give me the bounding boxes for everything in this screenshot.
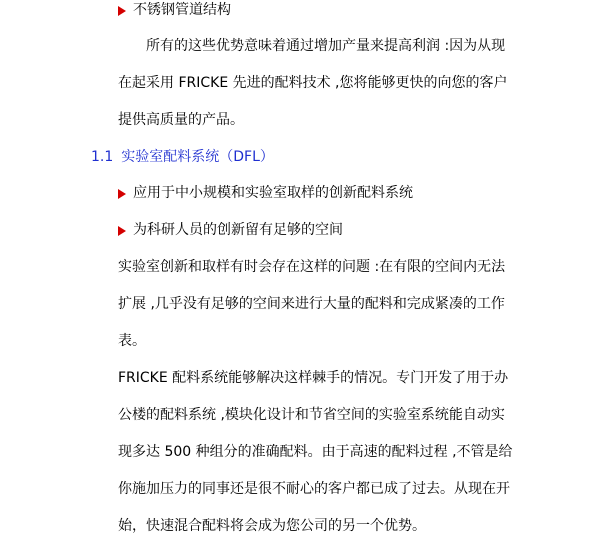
bullet-item — [118, 183, 413, 203]
bullet-item — [118, 220, 343, 240]
paragraph-line: FRICKE 配料系统能够解决这样棘手的情况。专门开发了用于办 — [118, 370, 509, 386]
paragraph-line: 在起采用 FRICKE 先进的配料技术 ,您将能够更快的向您的客户 — [118, 75, 508, 91]
paragraph-line: 所有的这些优势意味着通过增加产量来提高利润 :因为从现 — [146, 38, 506, 54]
bullet-text: 不锈钢管道结构 — [133, 2, 231, 18]
section-number: 1.1 — [91, 149, 114, 165]
paragraph-line: 现多达 500 种组分的准确配料。由于高速的配料过程 ,不管是给 — [118, 444, 513, 460]
bullet-item — [118, 0, 231, 20]
arrow-bullet-icon — [118, 189, 126, 199]
section-heading — [91, 147, 274, 167]
arrow-bullet-icon — [118, 226, 126, 236]
paragraph-line: 公楼的配料系统 ,模块化设计和节省空间的实验室系统能自动实 — [118, 407, 505, 423]
paragraph-line: 你施加压力的同事还是很不耐心的客户都已成了过去。从现在开 — [118, 481, 510, 497]
paragraph-line: 表。 — [118, 333, 146, 349]
paragraph-line: 实验室创新和取样有时会存在这样的问题 :在有限的空间内无法 — [118, 259, 506, 275]
paragraph-line: 扩展 ,几乎没有足够的空间来进行大量的配料和完成紧凑的工作 — [118, 296, 505, 312]
bullet-text: 为科研人员的创新留有足够的空间 — [133, 222, 343, 238]
paragraph-line: 提供高质量的产品。 — [118, 112, 244, 128]
bullet-text: 应用于中小规模和实验室取样的创新配料系统 — [133, 185, 413, 201]
arrow-bullet-icon — [118, 6, 126, 16]
paragraph-line: 始，快速混合配料将会成为您公司的另一个优势。 — [118, 518, 426, 534]
section-title: 实验室配料系统（DFL） — [121, 149, 274, 165]
